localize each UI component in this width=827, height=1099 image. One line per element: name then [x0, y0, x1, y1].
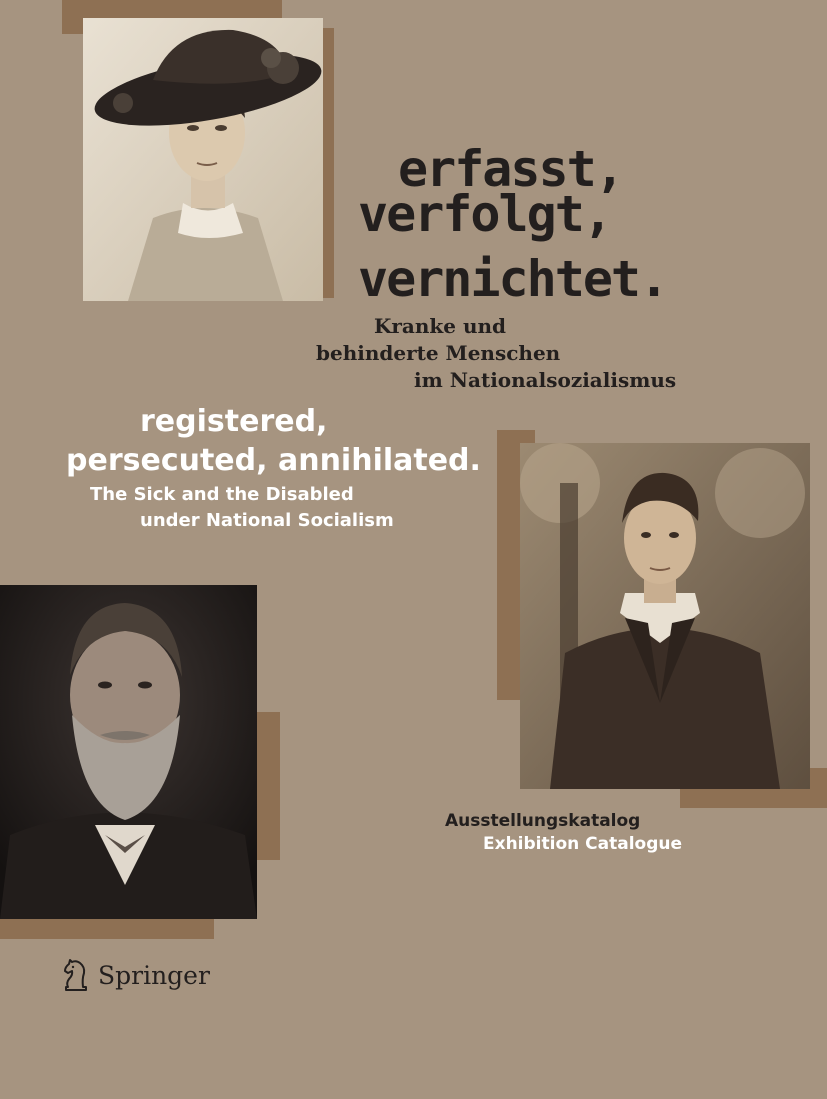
bearded-man-photo	[0, 585, 257, 919]
catalogue-label-de: Ausstellungskatalog	[445, 811, 641, 831]
knight-chess-icon	[60, 957, 92, 993]
title-de-line1: erfasst,	[398, 140, 623, 198]
title-en-line2: persecuted, annihilated.	[66, 443, 481, 478]
subtitle-de-line1: Kranke und	[374, 314, 507, 338]
title-de-line3: vernichtet.	[358, 250, 668, 308]
title-en-line1: registered,	[140, 404, 328, 439]
title-de-line2: verfolgt,	[358, 185, 611, 243]
subtitle-de-line3: im Nationalsozialismus	[414, 368, 677, 392]
publisher-logo	[60, 955, 210, 995]
subtitle-en-line1: The Sick and the Disabled	[90, 484, 354, 505]
young-man-photo	[520, 443, 810, 789]
publisher-name: Springer	[98, 960, 210, 990]
woman-in-hat-photo	[83, 18, 323, 301]
subtitle-en-line2: under National Socialism	[140, 510, 394, 531]
subtitle-de-line2: behinderte Menschen	[316, 341, 561, 365]
catalogue-label-en: Exhibition Catalogue	[483, 834, 683, 854]
